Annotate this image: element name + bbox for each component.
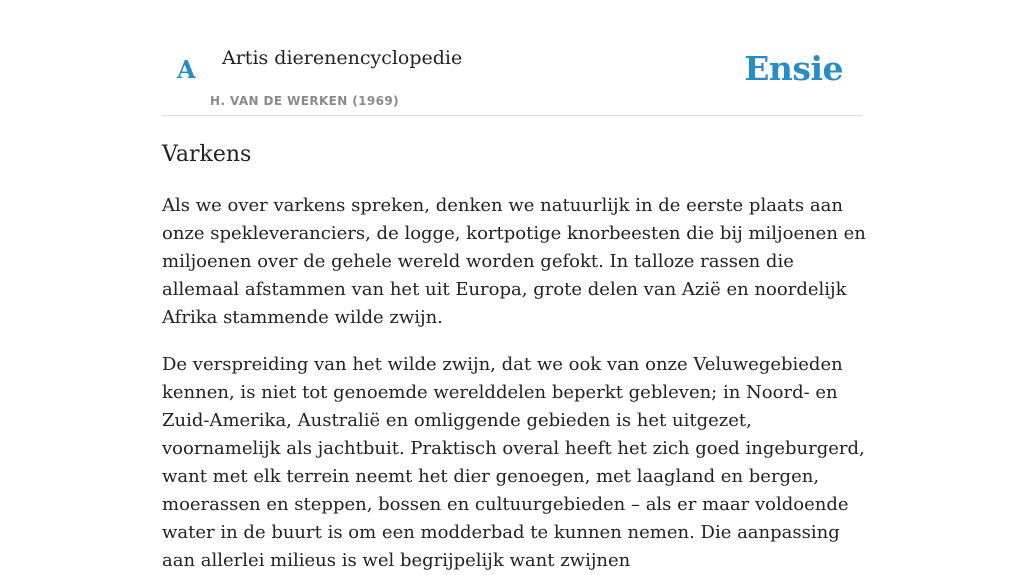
index-letter-link[interactable]: A xyxy=(177,55,196,84)
article-title: Varkens xyxy=(162,142,252,167)
article-paragraph: Als we over varkens spreken, denken we natuurlijk in de eerste plaats aan onze spekleveranciers, de logge, kortpotige knorbeesten die bij miljoenen en miljoenen over de gehele wereld worden gefokt. In talloze rassen die allemaal afstammen van het uit Europa, grote delen van Azië en noordelijk Afrika stammende wilde zwijn. xyxy=(162,195,866,328)
book-author: H. VAN DE WERKEN (1969) xyxy=(210,94,400,108)
book-title-link[interactable]: Artis dierenencyclopedie xyxy=(222,47,463,69)
ensie-logo-link[interactable]: Ensie xyxy=(744,49,843,88)
article xyxy=(162,140,868,575)
article-paragraph: De verspreiding van het wilde zwijn, dat we ook van onze Veluwegebieden kennen, is niet tot genoemde werelddelen beperkt gebleven; in Noord- en Zuid-Amerika, Australië en omliggende gebieden is het uitgezet, voornamelijk als jachtbuit. Praktisch overal heeft het zich goed ingeburgerd, want met elk terrein neemt het dier genoegen, met laagland en bergen, moerassen en steppen, bossen en cultuurgebieden – als er maar voldoende water in de buurt is om een modderbad te kunnen nemen. Die aanpassing aan allerlei milieus is wel begrijpelijk want zwijnen xyxy=(162,354,865,571)
book-header xyxy=(162,0,862,116)
